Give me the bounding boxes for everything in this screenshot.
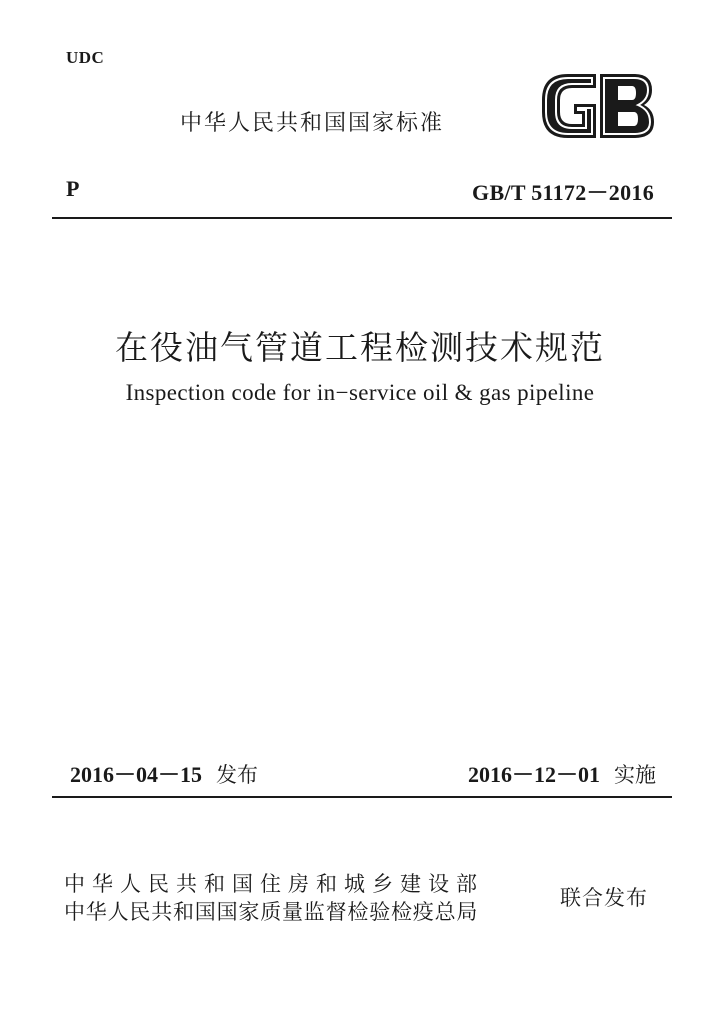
bottom-divider <box>52 796 672 798</box>
udc-label: UDC <box>66 48 105 67</box>
publisher-line-2: 中华人民共和国国家质量监督检验检疫总局 <box>64 900 479 924</box>
issue-date-row <box>70 758 258 789</box>
publisher-line-1: 中华人民共和国住房和城乡建设部 <box>64 872 484 896</box>
top-divider <box>52 217 672 219</box>
title-english: Inspection code for in−service oil & gas pipeline <box>125 380 595 405</box>
issue-date: 2016－04－15 <box>70 762 203 787</box>
joint-publish-label: 联合发布 <box>560 886 648 910</box>
national-standard-label: 中华人民共和国国家标准 <box>180 111 445 136</box>
standard-number: GB/T 51172－2016 <box>472 180 654 205</box>
classification-code: P <box>66 176 80 201</box>
implement-date-row <box>468 758 656 789</box>
implement-label: 实施 <box>614 763 656 787</box>
title-chinese: 在役油气管道工程检测技术规范 <box>115 328 605 367</box>
gb-logo <box>538 70 656 142</box>
issue-label: 发布 <box>216 763 259 787</box>
implement-date: 2016－12－01 <box>467 762 600 787</box>
